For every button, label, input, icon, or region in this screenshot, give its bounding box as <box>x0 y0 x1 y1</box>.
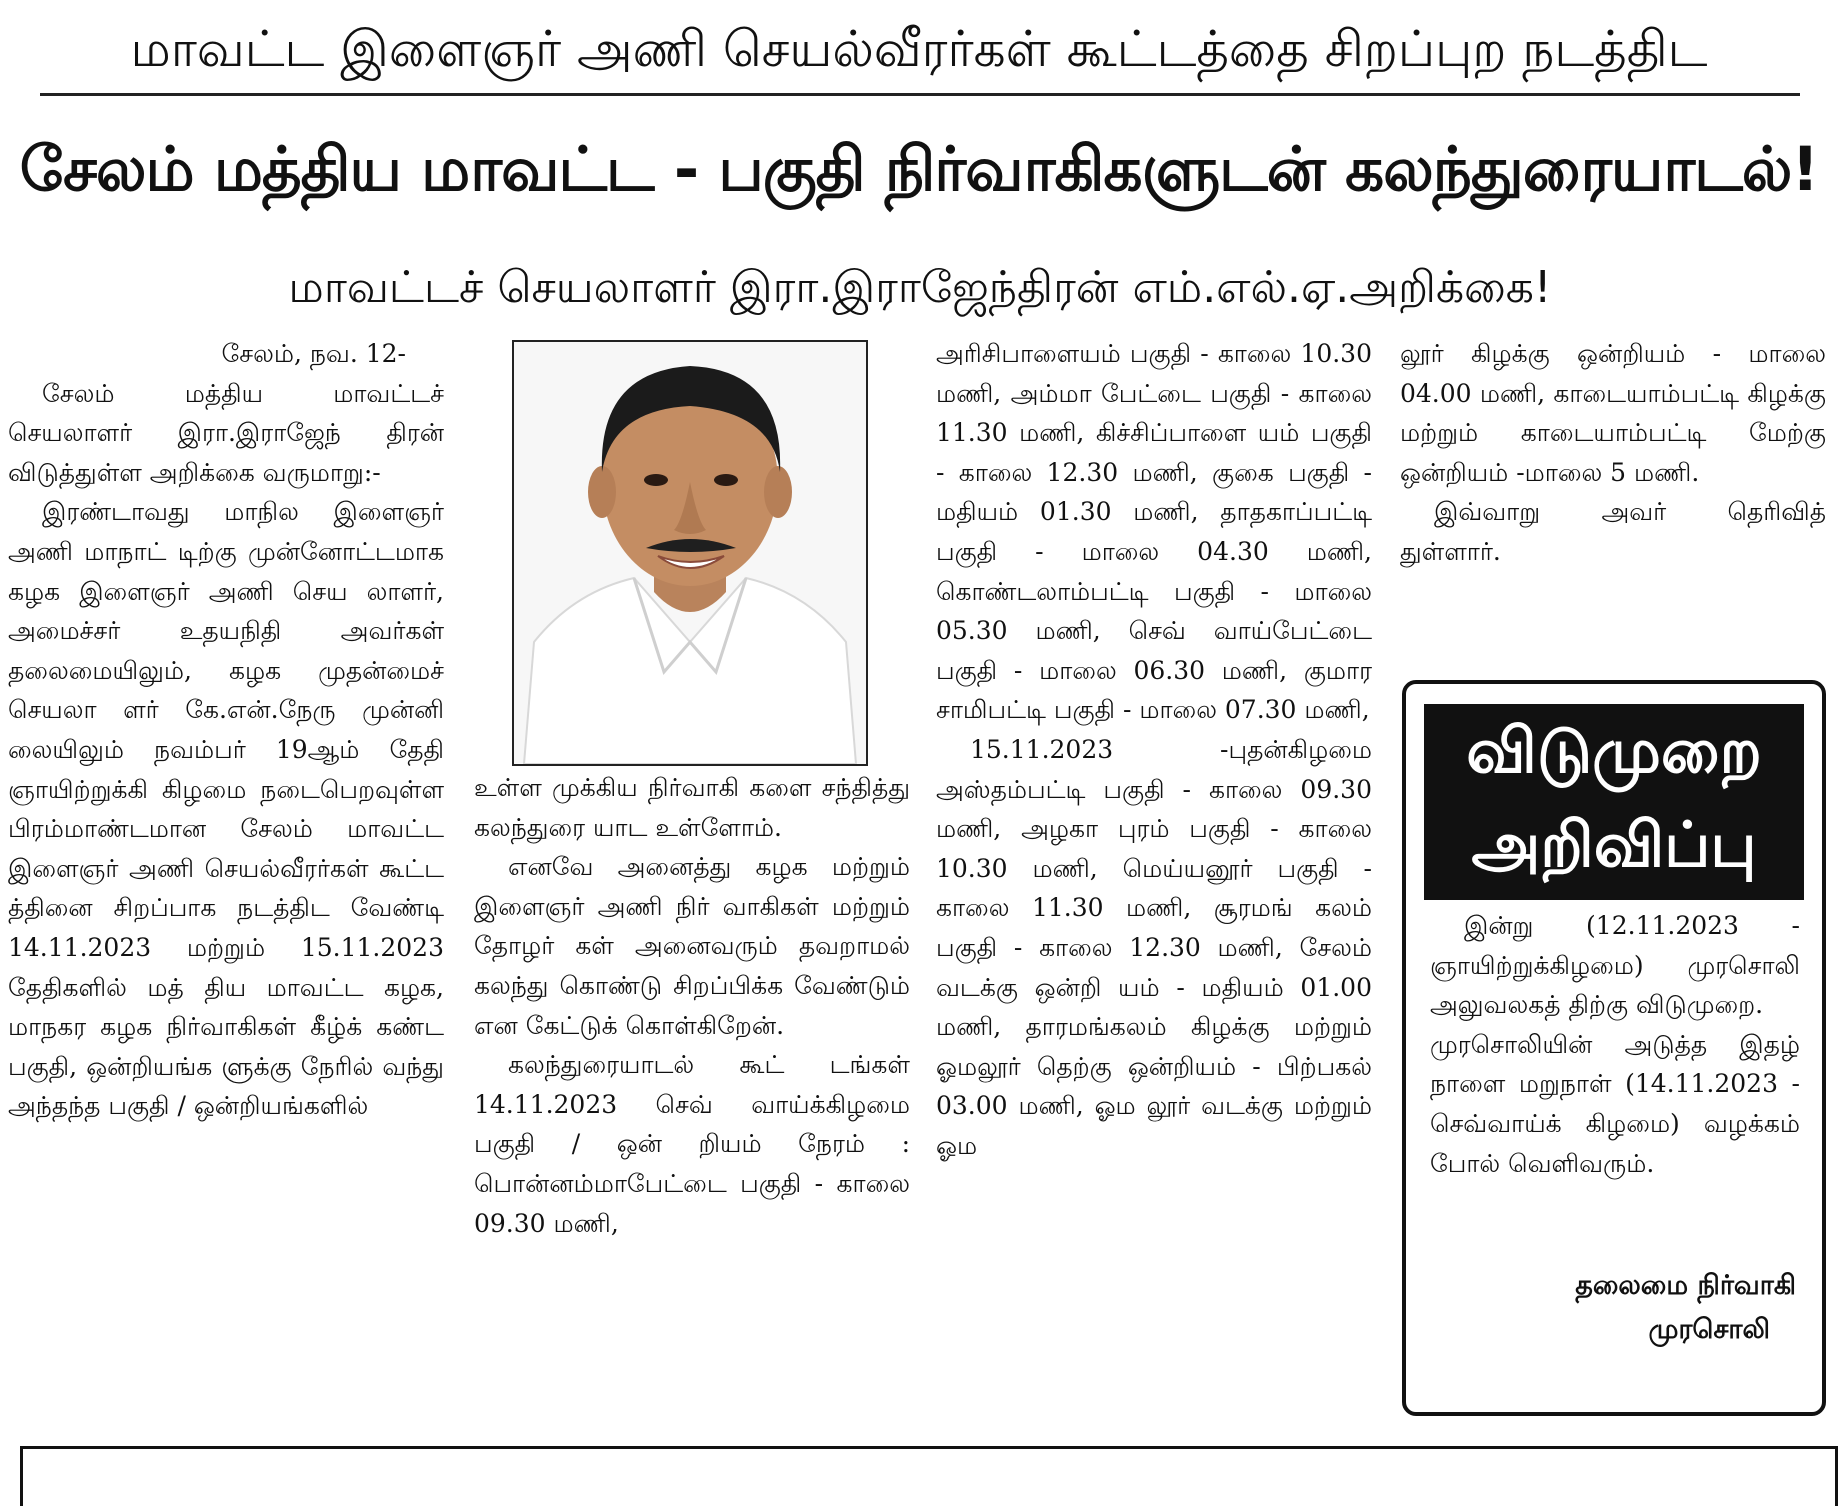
article-subheadline: மாவட்டச் செயலாளர் இரா.இராஜேந்திரன் எம்.எல்.ஏ.அறிக்கை! <box>288 262 1552 313</box>
paragraph: இரண்டாவது மாநில இளைஞர் அணி மாநாட் டிற்கு முன்னோட்டமாக கழக இளைஞர் அணி செய லாளர், அமைச்சர் உதயநிதி அவர்கள் தலைமையிலும், கழக முதன்மைச் செயலா ளர் கே.என்.நேரு முன்னி லையிலும் நவம்பர் 19ஆம் தேதி ஞாயிற்றுக்கி கிழமை நடைபெறவுள்ள பிரம்மாண்டமான சேலம் மாவட்ட இளைஞர் அணி செயல்வீரர்கள் கூட்ட த்தினை சிறப்பாக நடத்திட வேண்டி 14.11.2023 மற்றும் 15.11.2023 தேதிகளில் மத் திய மாவட்ட கழக, மாநகர கழக நிர்வாகிகள் கீழ்க் கண்ட பகுதி, ஒன்றியங்க ளுக்கு நேரில் வந்து அந்தந்த பகுதி / ஒன்றியங்களில் <box>8 497 444 1121</box>
paragraph: சேலம் மத்திய மாவட்டச் செயலாளர் இரா.இராஜேந் திரன் விடுத்துள்ள அறிக்கை வருமாறு:- <box>8 378 444 487</box>
article-kicker: மாவட்ட இளைஞர் அணி செயல்வீரர்கள் கூட்டத்தை சிறப்புற நடத்திட <box>130 20 1708 78</box>
notice-signatory-title: தலைமை நிர்வாகி <box>1575 1270 1796 1301</box>
notice-body <box>1430 906 1800 1183</box>
text-column-2 <box>474 768 910 1408</box>
text-column-1 <box>8 334 444 1410</box>
notice-title-line1: விடுமுறை <box>1466 714 1762 787</box>
person-photo <box>512 340 868 766</box>
dateline: சேலம், நவ. 12- <box>221 339 406 368</box>
headline-rule <box>40 93 1800 96</box>
notice-title-line2: அறிவிப்பு <box>1471 808 1757 881</box>
paragraph: எனவே அனைத்து கழக மற்றும் இளைஞர் அணி நிர் வாகிகள் மற்றும் தோழர் கள் அனைவரும் தவறாமல் கலந்து கொண்டு சிறப்பிக்க வேண்டும் என கேட்டுக் கொள்கிறேன். <box>474 852 910 1040</box>
notice-title <box>1424 704 1804 900</box>
article-headline: சேலம் மத்திய மாவட்ட - பகுதி நிர்வாகிகளுடன் கலந்துரையாடல்! <box>19 134 1819 205</box>
holiday-notice-box <box>1402 680 1826 1416</box>
notice-paragraph: இன்று (12.11.2023 - ஞாயிற்றுக்கிழமை) முரசொலி அலுவலகத் திற்கு விடுமுறை. <box>1430 911 1800 1020</box>
portrait-image <box>514 342 866 764</box>
paragraph: லூர் கிழக்கு ஒன்றியம் - மாலை 04.00 மணி, காடையாம்பட்டி கிழக்கு மற்றும் காடையாம்பட்டி மேற்கு ஒன்றியம் -மாலை 5 மணி. <box>1400 339 1826 487</box>
paragraph: உள்ள முக்கிய நிர்வாகி களை சந்தித்து கலந்துரை யாட உள்ளோம். <box>474 773 910 842</box>
text-column-3 <box>936 334 1372 1410</box>
paragraph: இவ்வாறு அவர் தெரிவித் துள்ளார். <box>1400 497 1826 566</box>
paragraph: 15.11.2023 -புதன்கிழமை அஸ்தம்பட்டி பகுதி - காலை 09.30 மணி, அழகா புரம் பகுதி - காலை 10.30 மணி, மெய்யனூர் பகுதி - காலை 11.30 மணி, சூரமங் கலம் பகுதி - காலை 12.30 மணி, சேலம் வடக்கு ஒன்றி யம் - மதியம் 01.00 மணி, தாரமங்கலம் கிழக்கு மற்றும் ஓமலூர் தெற்கு ஒன்றியம் - பிற்பகல் 03.00 மணி, ஓம லூர் வடக்கு மற்றும் ஓம <box>936 734 1372 1160</box>
notice-paragraph: முரசொலியின் அடுத்த இதழ் நாளை மறுநாள் (14.11.2023 - செவ்வாய்க் கிழமை) வழக்கம் போல் வெளிவரும். <box>1430 1029 1800 1178</box>
text-column-4 <box>1400 334 1826 654</box>
next-article-box <box>20 1446 1838 1506</box>
paragraph: அரிசிபாளையம் பகுதி - காலை 10.30 மணி, அம்மா பேட்டை பகுதி - காலை 11.30 மணி, கிச்சிப்பாளை யம் பகுதி - காலை 12.30 மணி, குகை பகுதி - மதியம் 01.30 மணி, தாதகாப்பட்டி பகுதி - மாலை 04.30 மணி, கொண்டலாம்பட்டி பகுதி - மாலை 05.30 மணி, செவ் வாய்பேட்டை பகுதி - மாலை 06.30 மணி, குமார சாமிபட்டி பகுதி - மாலை 07.30 மணி, <box>936 339 1372 725</box>
notice-signatory-name: முரசொலி <box>1648 1314 1770 1345</box>
paragraph: கலந்துரையாடல் கூட் டங்கள் 14.11.2023 செவ் வாய்க்கிழமை பகுதி / ஒன் றியம் நேரம் : பொன்னம்மாபேட்டை பகுதி - காலை 09.30 மணி, <box>474 1050 910 1238</box>
